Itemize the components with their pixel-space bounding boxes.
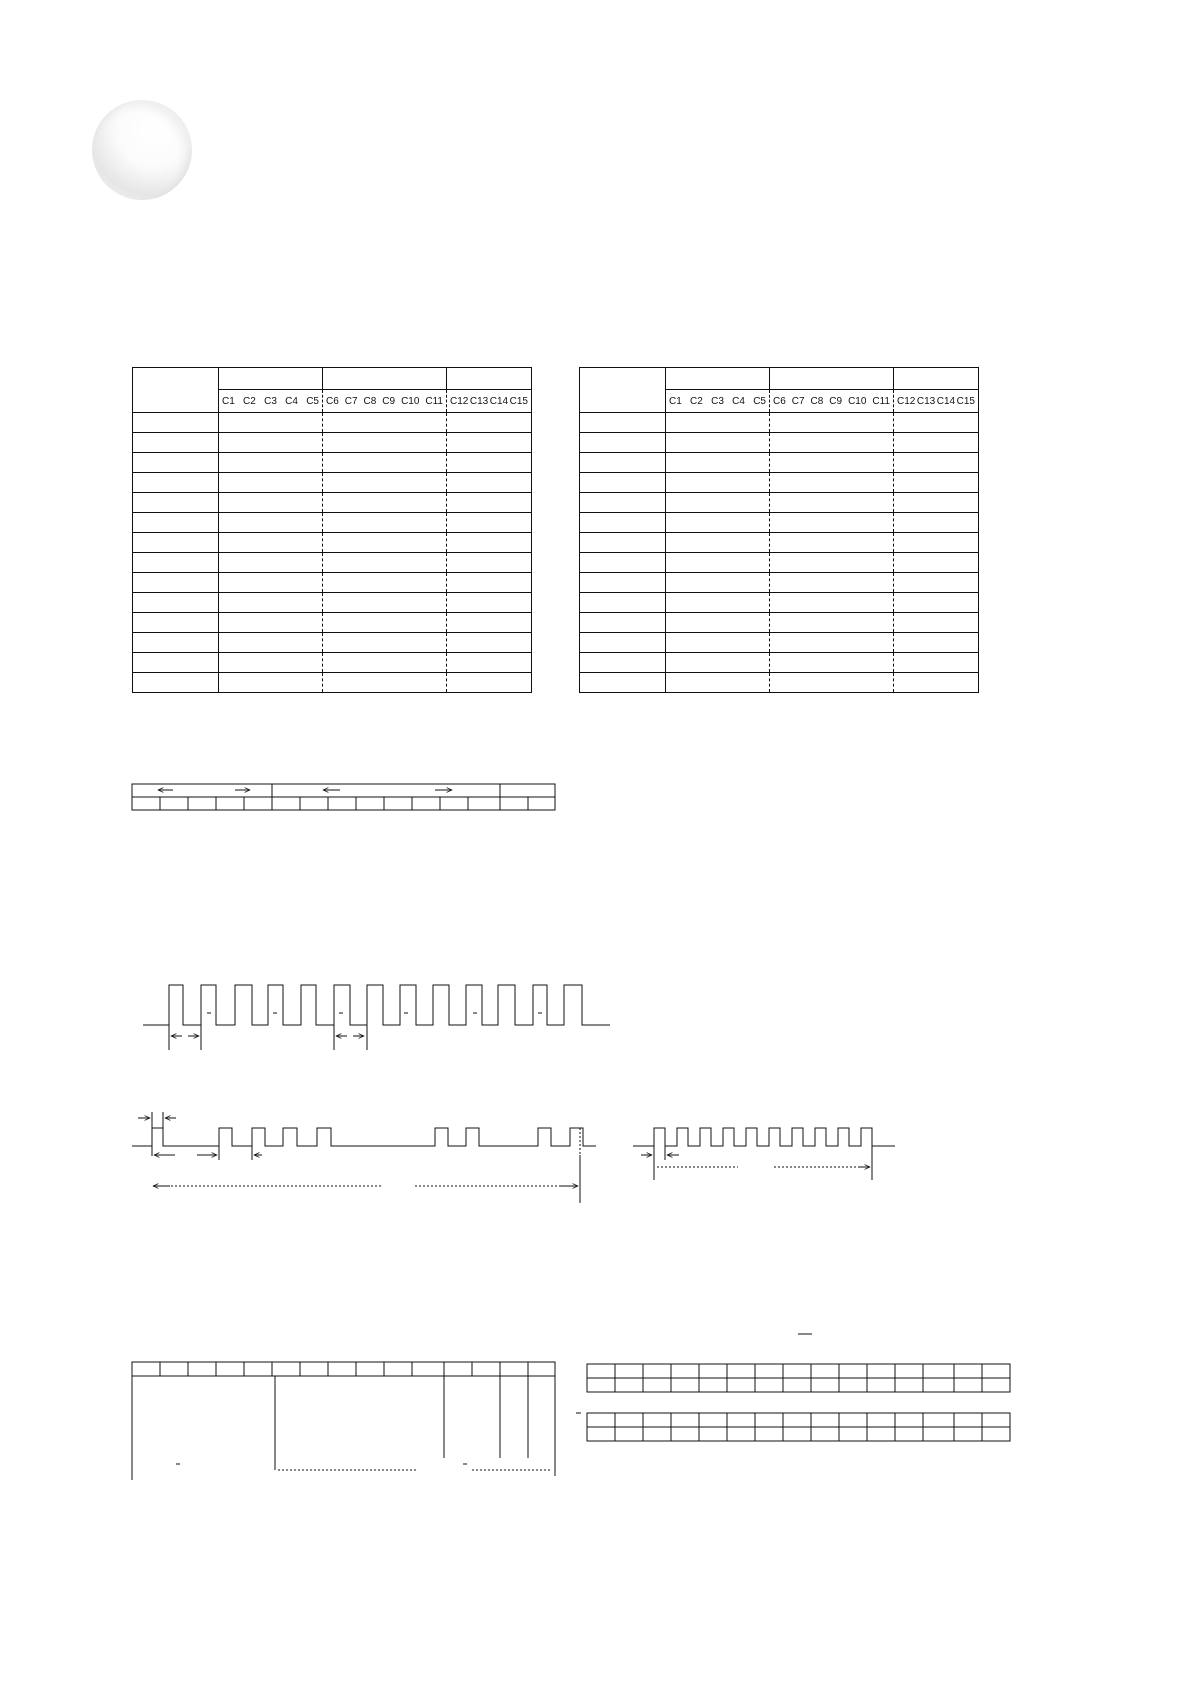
bit-frame-strip xyxy=(132,784,555,810)
code-label: C12 xyxy=(450,395,469,407)
code-label: C15 xyxy=(509,395,528,407)
pulse-train-diagram-3 xyxy=(633,1128,895,1180)
code-label: C6 xyxy=(773,395,786,407)
code-label: C4 xyxy=(285,395,298,407)
code-label: C9 xyxy=(829,395,843,407)
code-label: C14 xyxy=(489,395,509,407)
code-label: C5 xyxy=(306,395,319,407)
code-label: C12 xyxy=(897,395,916,407)
code-label: C4 xyxy=(732,395,745,407)
pulse-train-diagram-1 xyxy=(143,985,610,1050)
pulse-train-diagram-2 xyxy=(132,1112,596,1203)
code-label: C6 xyxy=(326,395,339,407)
code-label: C13 xyxy=(469,395,489,407)
code-label: C9 xyxy=(382,395,396,407)
code-label: C2 xyxy=(243,395,256,407)
code-label: C10 xyxy=(401,395,420,407)
code-label: C14 xyxy=(936,395,956,407)
bit-frame-tick-marks xyxy=(160,797,528,810)
code-label: C3 xyxy=(264,395,277,407)
code-label: C13 xyxy=(916,395,936,407)
code-label: C1 xyxy=(222,395,235,407)
code-label: C11 xyxy=(425,395,443,407)
bit-grid-diagram xyxy=(576,1334,1010,1441)
code-label: C1 xyxy=(669,395,682,407)
code-label: C2 xyxy=(690,395,703,407)
code-label: C5 xyxy=(753,395,766,407)
code-label: C11 xyxy=(872,395,890,407)
code-label: C15 xyxy=(956,395,975,407)
code-label: C7 xyxy=(344,395,358,407)
code-label: C3 xyxy=(711,395,724,407)
code-label: C10 xyxy=(848,395,867,407)
code-label: C7 xyxy=(791,395,805,407)
bit-field-diagram xyxy=(132,1362,555,1480)
code-label: C8 xyxy=(810,395,824,407)
code-label: C8 xyxy=(363,395,377,407)
